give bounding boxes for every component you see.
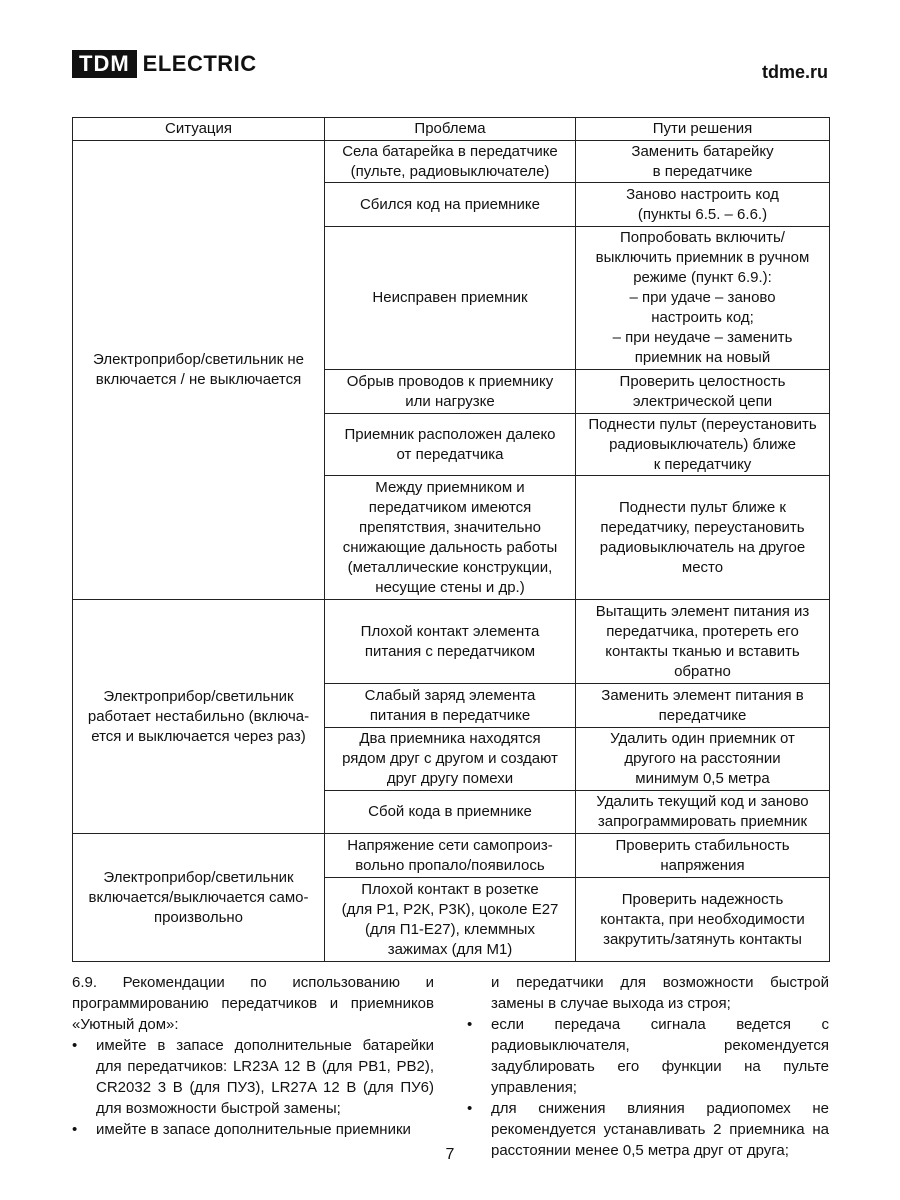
solution-cell: Заменить батарейку в передатчике [576, 141, 830, 183]
problem-cell: Между приемником и передатчиком имеются препятствия, значительно снижающие дальность работы (металлические конструкции, несущие стены и др.) [325, 476, 576, 600]
solution-cell: Попробовать включить/ выключить приемник в ручном режиме (пункт 6.9.): – при удаче – заново настроить код; – при неудаче – заменить приемник на новый [576, 227, 830, 370]
section-intro: 6.9. Рекомендации по использованию и программированию передатчиков и приемников «Уютный дом»: [72, 974, 434, 1033]
situation-cell: Электроприбор/светильник включается/выключается само- произвольно [73, 834, 325, 962]
problem-cell: Села батарейка в передатчике (пульте, радиовыключателе) [325, 141, 576, 183]
logo-box: TDM [72, 50, 137, 78]
column-header: Проблема [325, 118, 576, 141]
column-header: Пути решения [576, 118, 830, 141]
solution-cell: Поднести пульт (переустановить радиовыключатель) ближе к передатчику [576, 414, 830, 476]
solution-cell: Заменить элемент питания в передатчике [576, 684, 830, 728]
situation-cell: Электроприбор/светильник работает нестабильно (включа- ется и выключается через раз) [73, 600, 325, 834]
list-item-text: для снижения влияния радиопомех не рекомендуется устанавливать 2 приемника на расстоянии менее 0,5 метра друг от друга; [491, 1100, 829, 1159]
solution-cell: Вытащить элемент питания из передатчика, протереть его контакты тканью и вставить обратно [576, 600, 830, 684]
solution-cell: Проверить целостность электрической цепи [576, 370, 830, 414]
bullet-icon: • [72, 1037, 78, 1054]
bullet-list [467, 1014, 829, 1161]
column-header: Ситуация [73, 118, 325, 141]
problem-cell: Обрыв проводов к приемнику или нагрузке [325, 370, 576, 414]
solution-cell: Поднести пульт ближе к передатчику, переустановить радиовыключатель на другое место [576, 476, 830, 600]
problem-cell: Плохой контакт в розетке (для Р1, Р2К, Р3К), цоколе Е27 (для П1-Е27), клеммных зажимах (для М1) [325, 878, 576, 962]
bullet-list [72, 1035, 434, 1140]
problem-cell: Сбился код на приемнике [325, 183, 576, 227]
list-item [72, 1035, 434, 1119]
problem-cell: Приемник расположен далеко от передатчика [325, 414, 576, 476]
bullet-icon: • [72, 1121, 78, 1138]
table-row [73, 600, 830, 684]
solution-cell: Проверить стабильность напряжения [576, 834, 830, 878]
table-row [73, 834, 830, 878]
right-column [467, 972, 829, 1161]
site-url[interactable]: tdme.ru [761, 62, 828, 82]
list-item-text: если передача сигнала ведется с радиовыключателя, рекомендуется задублировать его функции на пульте управления; [491, 1016, 829, 1096]
bullet-icon: • [467, 1100, 473, 1117]
tdm-electric-logo [72, 50, 257, 78]
table-row [73, 141, 830, 183]
problem-cell: Два приемника находятся рядом друг с другом и создают друг другу помехи [325, 728, 576, 791]
page-number: 7 [445, 1146, 455, 1163]
bullet-icon: • [467, 1016, 473, 1033]
solution-cell: Заново настроить код (пункты 6.5. – 6.6.) [576, 183, 830, 227]
logo-text: ELECTRIC [142, 51, 257, 76]
list-continuation: и передатчики для возможности быстрой замены в случае выхода из строя; [491, 974, 829, 1012]
problem-cell: Слабый заряд элемента питания в передатчике [325, 684, 576, 728]
solution-cell: Проверить надежность контакта, при необходимости закрутить/затянуть контакты [576, 878, 830, 962]
problem-cell: Неисправен приемник [325, 227, 576, 370]
list-item [467, 1014, 829, 1098]
situation-cell: Электроприбор/светильник не включается / не выключается [73, 141, 325, 600]
problem-cell: Сбой кода в приемнике [325, 791, 576, 834]
list-item [72, 1119, 434, 1140]
page-header [72, 50, 828, 90]
troubleshooting-table [72, 117, 830, 962]
solution-cell: Удалить текущий код и заново запрограммировать приемник [576, 791, 830, 834]
problem-cell: Напряжение сети самопроиз- вольно пропало/появилось [325, 834, 576, 878]
table-header-row [73, 118, 830, 141]
problem-cell: Плохой контакт элемента питания с передатчиком [325, 600, 576, 684]
solution-cell: Удалить один приемник от другого на расстоянии минимум 0,5 метра [576, 728, 830, 791]
left-column [72, 972, 434, 1140]
list-item-text: имейте в запасе дополнительные приемники [96, 1121, 411, 1138]
list-item-text: имейте в запасе дополнительные батарейки для передатчиков: LR23A 12 В (для РВ1, РВ2), CR2032 3 В (для ПУ3), LR27A 12 В (для ПУ6) для возможности быстрой замены; [96, 1037, 434, 1117]
